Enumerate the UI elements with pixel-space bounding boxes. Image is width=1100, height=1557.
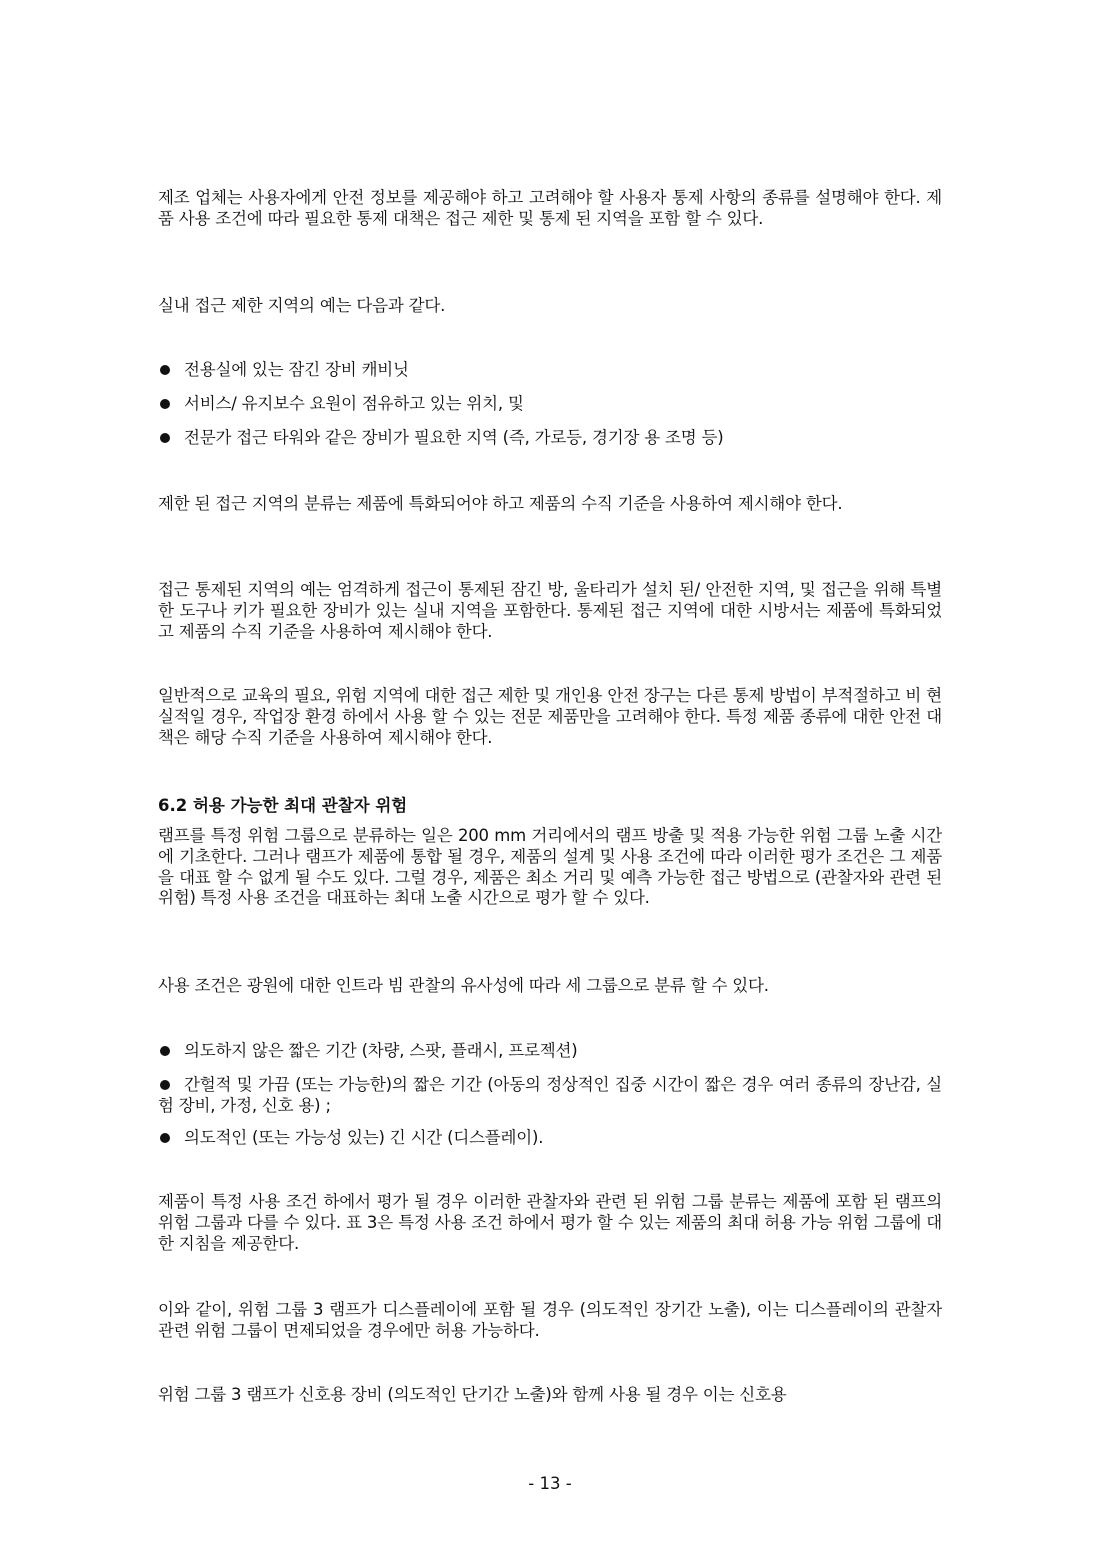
- bullet-icon: [160, 433, 170, 443]
- bullet-icon: [160, 1080, 170, 1090]
- bullet-icon: [160, 1133, 170, 1143]
- list-item: 간헐적 및 가끔 (또는 가능한)의 짧은 기간 (아동의 정상적인 집중 시간이 짧은 경우 여러 종류의 장난감, 실험 장비, 가정, 신호 용) ;: [158, 1074, 942, 1115]
- page-number: - 13 -: [528, 1474, 572, 1493]
- list-item: 전용실에 있는 잠긴 장비 캐비닛: [158, 360, 942, 381]
- list-item: 의도하지 않은 짧은 기간 (차량, 스팟, 플래시, 프로젝션): [158, 1041, 942, 1062]
- bullet-icon: [160, 399, 170, 409]
- paragraph-observer-risk-group: 제품이 특정 사용 조건 하에서 평가 될 경우 이러한 관찰자와 관련 된 위험 그룹 분류는 제품에 포함 된 램프의 위험 그룹과 다를 수 있다. 표 3은 특정 사용 조건 하에서 평가 할 수 있는 제품의 최대 허용 가능 위험 그룹에 대한 지침을 제공한다.: [158, 1192, 942, 1253]
- paragraph-usage-conditions: 사용 조건은 광원에 대한 인트라 빔 관찰의 유사성에 따라 세 그룹으로 분류 할 수 있다.: [158, 976, 769, 995]
- paragraph-controlled-areas: 접근 통제된 지역의 예는 엄격하게 접근이 통제된 잠긴 방, 울타리가 설치 된/ 안전한 지역, 및 접근을 위해 특별한 도구나 키가 필요한 장비가 있는 실내 지역을 포함한다. 통제된 접근 지역에 대한 시방서는 제품에 특화되었고 제품의 수직 기준을 사용하여 제시해야 한다.: [158, 580, 942, 641]
- list-item: 전문가 접근 타워와 같은 장비가 필요한 지역 (즉, 가로등, 경기장 용 조명 등): [158, 428, 942, 449]
- paragraph-training-ppe: 일반적으로 교육의 필요, 위험 지역에 대한 접근 제한 및 개인용 안전 장구는 다른 통제 방법이 부적절하고 비 현실적일 경우, 작업장 환경 하에서 사용 할 수 있는 전문 제품만을 고려해야 한다. 특정 제품 종류에 대한 안전 대책은 해당 수직 기준을 사용하여 제시해야 한다.: [158, 686, 942, 747]
- paragraph-user-safety-info: 제조 업체는 사용자에게 안전 정보를 제공해야 하고 고려해야 할 사용자 통제 사항의 종류를 설명해야 한다. 제품 사용 조건에 따라 필요한 통제 대책은 접근 제한 및 통제 된 지역을 포함 할 수 있다.: [158, 188, 942, 228]
- bullet-icon: [160, 1046, 170, 1056]
- bullet-list-exposure-durations: [158, 1041, 942, 1149]
- section-heading: 6.2 허용 가능한 최대 관찰자 위험: [158, 796, 408, 815]
- paragraph-restricted-classification: 제한 된 접근 지역의 분류는 제품에 특화되어야 하고 제품의 수직 기준을 사용하여 제시해야 한다.: [158, 494, 843, 513]
- paragraph-signal-example: 위험 그룹 3 램프가 신호용 장비 (의도적인 단기간 노출)와 함께 사용 될 경우 이는 신호용: [158, 1385, 787, 1404]
- list-item: 서비스/ 유지보수 요원이 점유하고 있는 위치, 및: [158, 394, 942, 415]
- paragraph-display-example: 이와 같이, 위험 그룹 3 램프가 디스플레이에 포함 될 경우 (의도적인 장기간 노출), 이는 디스플레이의 관찰자 관련 위험 그룹이 면제되었을 경우에만 허용 가능하다.: [158, 1300, 942, 1340]
- paragraph-lamp-classification: 램프를 특정 위험 그룹으로 분류하는 일은 200 mm 거리에서의 램프 방출 및 적용 가능한 위험 그룹 노출 시간에 기초한다. 그러나 램프가 제품에 통합 될 경우, 제품의 설계 및 사용 조건에 따라 이러한 평가 조건은 그 제품을 대표 할 수 없게 될 수도 있다. 그럴 경우, 제품은 최소 거리 및 예측 가능한 접근 방법으로 (관찰자와 관련 된 위험) 특정 사용 조건을 대표하는 최대 노출 시간으로 평가 할 수 있다.: [158, 826, 942, 908]
- paragraph-indoor-restricted-intro: 실내 접근 제한 지역의 예는 다음과 같다.: [158, 296, 446, 315]
- bullet-list-restricted-areas: [158, 360, 942, 461]
- bullet-icon: [160, 365, 170, 375]
- list-item: 의도적인 (또는 가능성 있는) 긴 시간 (디스플레이).: [158, 1128, 942, 1149]
